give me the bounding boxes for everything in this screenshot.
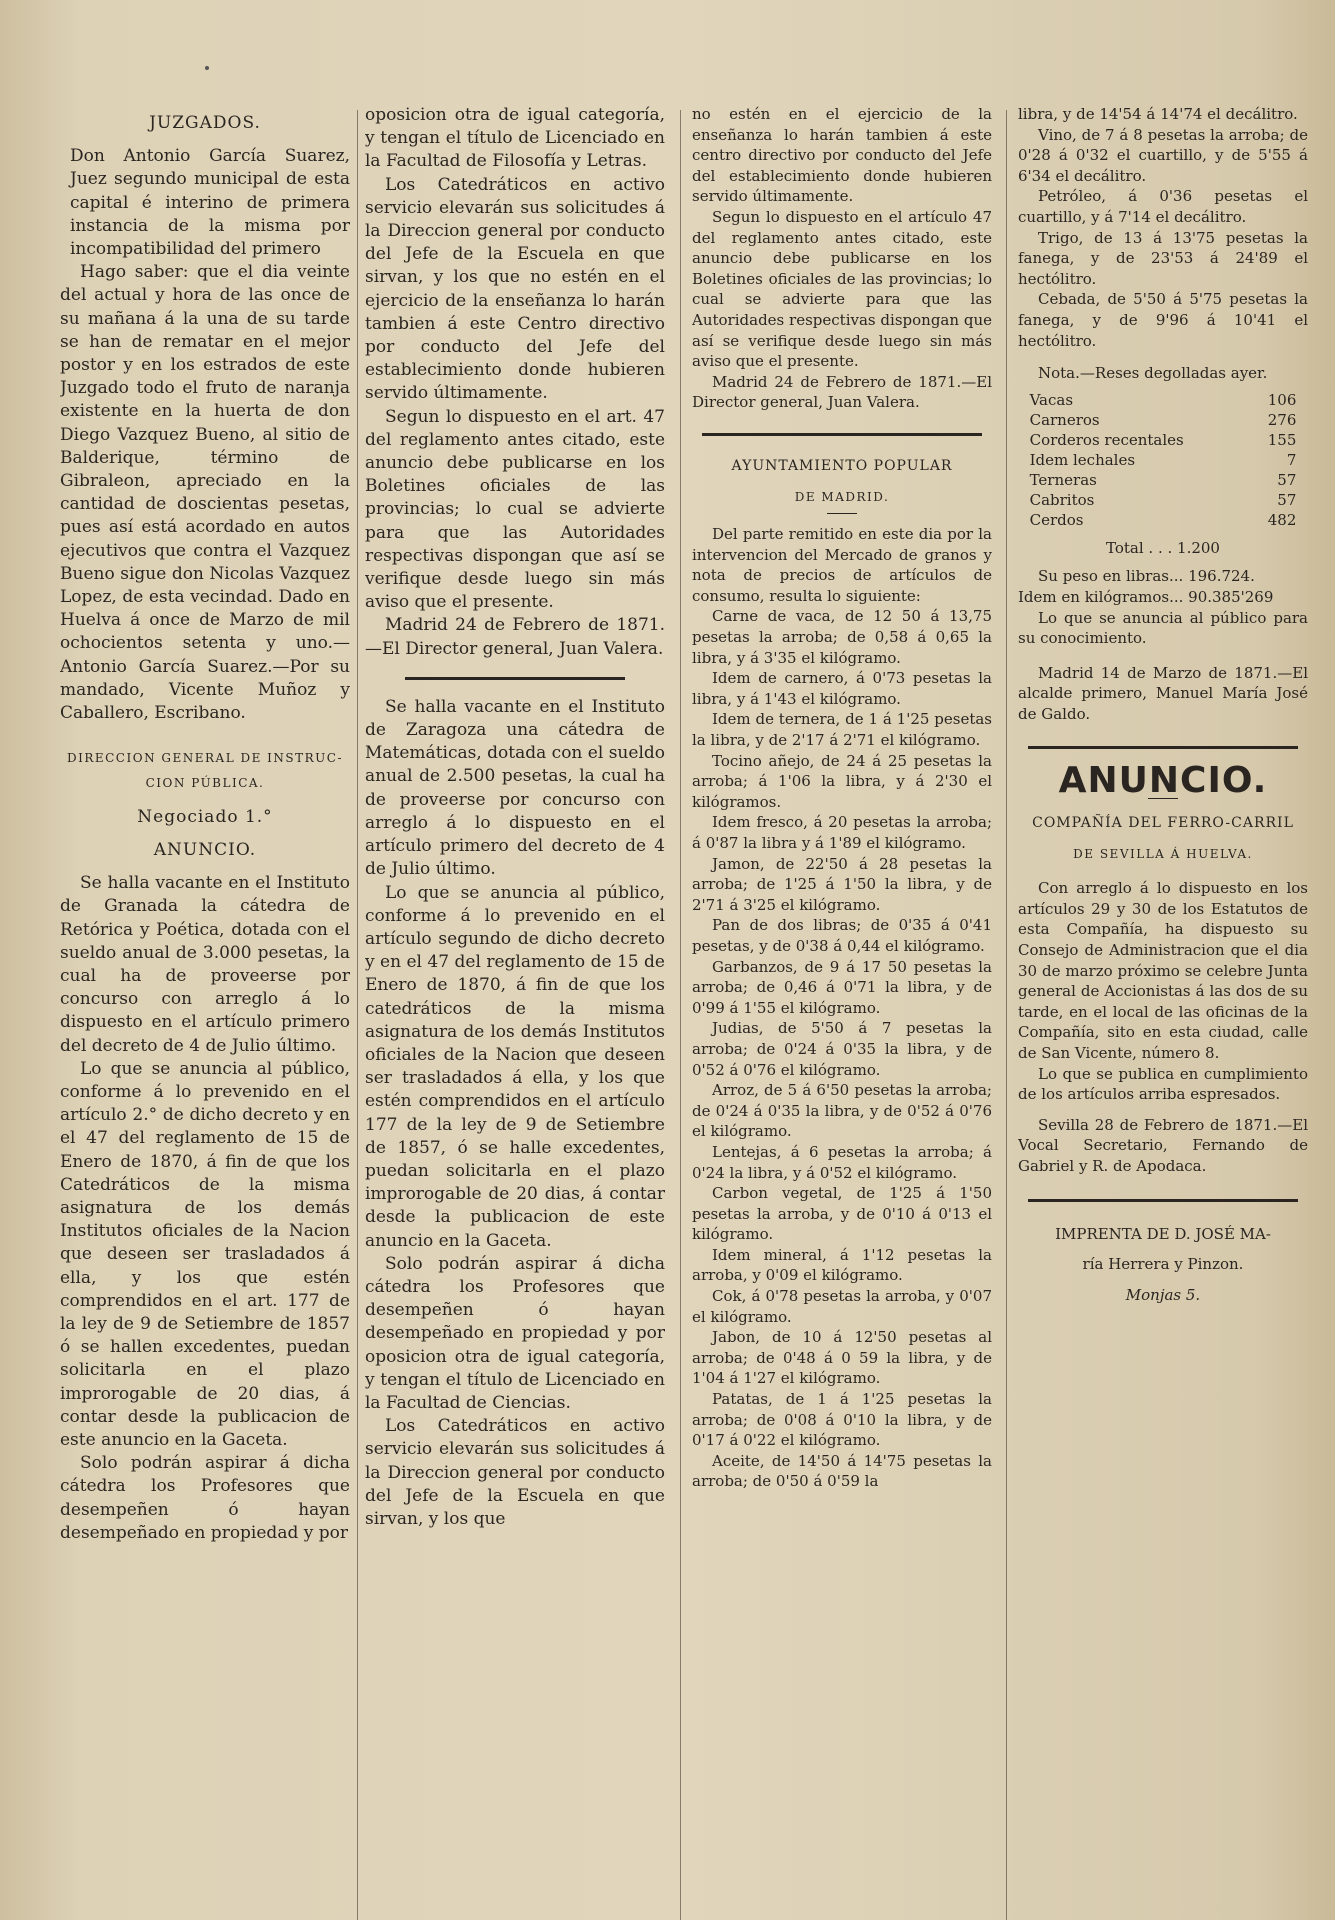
section-subtitle-madrid: DE MADRID. bbox=[794, 489, 890, 504]
reses-label: Carneros bbox=[1029, 410, 1100, 429]
article-paragraph: Lo que se anuncia al público, conforme á lo prevenido en el artículo segundo de dicho decreto y en el 47 del reglamento de 15 de Enero de 1870, á fin de que los catedráticos de la misma asignatura de los demás Institutos oficiales de la Nacion que deseen ser trasladados á ella, y los que estén comprendidos en el artículo 177 de la ley de 9 de Setiembre de 1857, ó se halle excedentes, puedan solicitarla en el plazo improrogable de 20 dias, á contar desde la publicacion de este anuncio en la Gaceta. bbox=[365, 882, 665, 1251]
price-item: Patatas, de 1 á 1'25 pesetas la arroba; de 0'08 á 0'10 la libra, y de 0'17 á 0'22 el kilógramo. bbox=[692, 1390, 992, 1450]
reses-label: Corderos recentales bbox=[1029, 430, 1184, 449]
table-row bbox=[1030, 490, 1297, 510]
price-item: Tocino añejo, de 24 á 25 pesetas la arroba; á 1'06 la libra, y á 2'30 el kilógramos. bbox=[692, 751, 992, 811]
section-divider bbox=[1028, 746, 1298, 749]
peso-line: Idem en kilógramos... 90.385'269 bbox=[1018, 587, 1274, 606]
peso-line: Su peso en libras... 196.724. bbox=[1038, 567, 1255, 586]
signature-line: Madrid 14 de Marzo de 1871.—El alcalde primero, Manuel María José de Galdo. bbox=[1018, 663, 1308, 723]
short-divider bbox=[827, 513, 857, 514]
article-paragraph: Segun lo dispuesto en el artículo 47 del reglamento antes citado, este anuncio debe publicarse en los Boletines oficiales de las provincias; lo cual se advierte para que las Autoridades respectivas dispongan que así se verifique desde luego sin más aviso que el presente. bbox=[692, 207, 992, 371]
section-divider bbox=[1028, 1199, 1298, 1202]
reses-value: 57 bbox=[1277, 490, 1297, 509]
ink-dot bbox=[205, 66, 209, 70]
edicto-paragraph: Don Antonio García Suarez, Juez segundo municipal de esta capital é interino de primera instancia de la misma por incompatibilidad del primero bbox=[70, 146, 350, 260]
price-item: Idem mineral, á 1'12 pesetas la arroba, y 0'09 el kilógramo. bbox=[692, 1245, 992, 1285]
price-item: Idem fresco, á 20 pesetas la arroba; á 0'87 la libra y á 1'89 el kilógramo. bbox=[692, 813, 992, 852]
reses-label: Cerdos bbox=[1029, 510, 1084, 529]
price-item: Judias, de 5'50 á 7 pesetas la arroba; de 0'24 á 0'35 la libra, y de 0'52 á 0'76 el kilógramo. bbox=[692, 1019, 992, 1079]
article-paragraph: Se halla vacante en el Instituto de Zaragoza una cátedra de Matemáticas, dotada con el sueldo anual de 2.500 pesetas, la cual ha de proveerse por concurso con arreglo á lo dispuesto en el artículo primero del decreto de 4 de Julio último. bbox=[365, 696, 665, 880]
reses-value: 482 bbox=[1267, 510, 1297, 529]
imprenta-address: Monjas 5. bbox=[1125, 1285, 1201, 1304]
table-row bbox=[1030, 430, 1297, 450]
column-rule bbox=[357, 110, 358, 1920]
reses-value: 57 bbox=[1277, 470, 1297, 489]
reses-label: Terneras bbox=[1029, 470, 1097, 489]
reses-table bbox=[1030, 390, 1297, 530]
reses-total: Total . . . 1.200 bbox=[1106, 538, 1220, 557]
article-paragraph: Los Catedráticos en activo servicio elevarán sus solicitudes á la Direccion general por conducto del Jefe de la Escuela en que sirvan, y los que no estén en el ejercicio de la enseñanza lo harán tambien á este Centro directivo por conducto del Jefe del establecimiento donde hubieren servido últimamente. bbox=[365, 174, 665, 404]
reses-value: 7 bbox=[1286, 450, 1297, 469]
column-rule bbox=[1006, 110, 1007, 1920]
section-title-direccion: DIRECCION GENERAL DE INSTRUC- bbox=[66, 751, 344, 766]
column-3 bbox=[692, 104, 992, 1920]
price-item: Jabon, de 10 á 12'50 pesetas al arroba; de 0'48 á 0 59 la libra, y de 1'04 á 1'27 el kilógramo. bbox=[692, 1328, 992, 1388]
signature-line: Sevilla 28 de Febrero de 1871.—El Vocal Secretario, Fernando de Gabriel y R. de Apodaca. bbox=[1018, 1115, 1308, 1175]
signature-line: Madrid 24 de Febrero de 1871.—El Director general, Juan Valera. bbox=[692, 372, 992, 412]
article-paragraph: Se halla vacante en el Instituto de Granada la cátedra de Retórica y Poética, dotada con el sueldo anual de 3.000 pesetas, la cual ha de proveerse por concurso con arreglo á lo dispuesto en el artículo primero del decreto de 4 de Julio último. bbox=[60, 873, 350, 1056]
article-paragraph: Con arreglo á lo dispuesto en los artículos 29 y 30 de los Estatutos de esta Compañía, ha dispuesto su Consejo de Administracion que el dia 30 de marzo próximo se celebre Junta general de Accionistas á las dos de su tarde, en el local de las oficinas de la Compañía, sito en esta ciudad, calle de San Vicente, número 8. bbox=[1018, 879, 1308, 1062]
price-item: Idem de ternera, de 1 á 1'25 pesetas la libra, y de 2'17 á 2'71 el kilógramo. bbox=[692, 710, 992, 750]
section-subtitle-direccion: CION PÚBLICA. bbox=[145, 776, 265, 791]
reses-label: Idem lechales bbox=[1029, 450, 1136, 469]
price-item: Petróleo, á 0'36 pesetas el cuartillo, y á 7'14 el decálitro. bbox=[1018, 187, 1308, 226]
section-title-ayuntamiento: AYUNTAMIENTO POPULAR bbox=[731, 457, 953, 474]
total-label: Total bbox=[1106, 538, 1144, 557]
table-row bbox=[1030, 450, 1297, 470]
section-title-compania: COMPAÑÍA DEL FERRO-CARRIL bbox=[1032, 815, 1294, 832]
reses-label: Cabritos bbox=[1029, 490, 1095, 509]
article-paragraph: Lo que se anuncia al público, conforme á lo prevenido en el artículo 2.° de dicho decreto y en el 47 del reglamento de 15 de Enero de 1870, á fin de que los Catedráticos de la misma asignatura de los demás Institutos oficiales de la Nacion que deseen ser trasladados á ella, y los que estén comprendidos en el art. 177 de la ley de 9 de Setiembre de 1857 ó se hallen excedentes, puedan solicitarla en el plazo improrogable de 20 dias, á contar desde la publicacion de este anuncio en la Gaceta. bbox=[60, 1058, 350, 1450]
column-1 bbox=[60, 104, 350, 1920]
reses-value: 276 bbox=[1267, 410, 1297, 429]
edicto-paragraph: Hago saber: que el dia veinte del actual y hora de las once de su mañana á la una de su tarde se han de rematar en el mejor postor y en los estrados de este Juzgado todo el fruto de naranja existente en la huerta de don Diego Vazquez Bueno, al sitio de Balderique, término de Gibraleon, apreciado en la cantidad de doscientas pesetas, pues así está acordado en autos ejecutivos que contra el Vazquez Bueno sigue don Nicolas Vazquez Lopez, de esta vecindad. Dado en Huelva á once de Marzo de mil ochocientos setenta y uno.—Antonio García Suarez.—Por su mandado, Vicente Muñoz y Caballero, Escribano. bbox=[60, 262, 350, 724]
column-4 bbox=[1018, 104, 1308, 1920]
price-item: Carne de vaca, de 12 50 á 13,75 pesetas la arroba; de 0,58 á 0,65 la libra, y á 3'35 el kilógramo. bbox=[692, 607, 992, 667]
peso-line: Lo que se anuncia al público para su conocimiento. bbox=[1018, 608, 1308, 648]
negociado-heading: Negociado 1.° bbox=[137, 806, 273, 827]
price-item: Cok, á 0'78 pesetas la arroba, y 0'07 el kilógramo. bbox=[692, 1287, 992, 1326]
price-item: Trigo, de 13 á 13'75 pesetas la fanega, y de 23'53 á 24'89 el hectólitro. bbox=[1018, 228, 1308, 288]
reses-note: Nota.—Reses degolladas ayer. bbox=[1038, 364, 1268, 383]
price-item: libra, y de 14'54 á 14'74 el decálitro. bbox=[1018, 105, 1298, 123]
column-rule bbox=[680, 110, 681, 1920]
price-item: Cebada, de 5'50 á 5'75 pesetas la fanega, y de 9'96 á 10'41 el hectólitro. bbox=[1018, 290, 1308, 350]
anuncio-heading: ANUNCIO. bbox=[153, 839, 257, 860]
article-paragraph: Solo podrán aspirar á dicha cátedra los Profesores que desempeñen ó hayan desempeñado en propiedad y por bbox=[60, 1453, 350, 1543]
section-title-juzgados: JUZGADOS. bbox=[149, 113, 261, 133]
article-paragraph: Los Catedráticos en activo servicio elevarán sus solicitudes á la Direccion general por conducto del Jefe de la Escuela en que sirvan, y los que bbox=[365, 1416, 665, 1529]
price-item: Pan de dos libras; de 0'35 á 0'41 pesetas, y de 0'38 á 0,44 el kilógramo. bbox=[692, 916, 992, 955]
article-paragraph: Solo podrán aspirar á dicha cátedra los Profesores que desempeñen ó hayan desempeñado en propiedad y por oposicion otra de igual categoría, y tengan el título de Licenciado en la Facultad de Ciencias. bbox=[365, 1253, 665, 1413]
article-paragraph: oposicion otra de igual categoría, y tengan el título de Licenciado en la Facultad de Filosofía y Letras. bbox=[365, 105, 665, 172]
price-item: Jamon, de 22'50 á 28 pesetas la arroba; de 1'25 á 1'50 la libra, y de 2'71 á 3'25 el kilógramo. bbox=[692, 854, 992, 914]
table-row bbox=[1030, 410, 1297, 430]
table-row bbox=[1030, 510, 1297, 530]
price-item: Garbanzos, de 9 á 17 50 pesetas la arroba; de 0,46 á 0'71 la libra, y de 0'99 á 1'55 el kilógramo. bbox=[692, 957, 992, 1017]
price-item: Lentejas, á 6 pesetas la arroba; á 0'24 la libra, y á 0'52 el kilógramo. bbox=[692, 1142, 992, 1182]
imprenta-line: IMPRENTA DE D. JOSÉ MA- bbox=[1055, 1224, 1271, 1243]
reses-value: 155 bbox=[1267, 430, 1297, 449]
price-item: Carbon vegetal, de 1'25 á 1'50 pesetas la arroba, y de 0'10 á 0'13 el kilógramo. bbox=[692, 1184, 992, 1244]
reses-value: 106 bbox=[1267, 390, 1297, 409]
price-item: Idem de carnero, á 0'73 pesetas la libra, y á 1'43 el kilógramo. bbox=[692, 669, 992, 708]
anuncio-heading: ANUNCIO. bbox=[1058, 760, 1268, 802]
article-paragraph: no estén en el ejercicio de la enseñanza lo harán tambien á este centro directivo por conducto del Jefe del establecimiento donde hubieren servido últimamente. bbox=[692, 105, 992, 206]
section-divider bbox=[702, 433, 982, 436]
imprenta-line: ría Herrera y Pinzon. bbox=[1082, 1255, 1244, 1274]
price-item: Aceite, de 14'50 á 14'75 pesetas la arroba; de 0'50 á 0'59 la bbox=[692, 1451, 992, 1491]
column-2 bbox=[365, 104, 665, 1920]
price-item: Vino, de 7 á 8 pesetas la arroba; de 0'28 á 0'32 el cuartillo, y de 5'55 á 6'34 el decálitro. bbox=[1018, 125, 1308, 185]
total-value: 1.200 bbox=[1177, 538, 1220, 557]
signature-line: Madrid 24 de Febrero de 1871.—El Director general, Juan Valera. bbox=[365, 615, 665, 659]
table-row bbox=[1030, 390, 1297, 410]
article-paragraph: Segun lo dispuesto en el art. 47 del reglamento antes citado, este anuncio debe publicarse en los Boletines oficiales de las provincias; lo cual se advierte para que las Autoridades respectivas dispongan que así se verifique desde luego sin más aviso que el presente. bbox=[365, 406, 665, 613]
article-paragraph: Lo que se publica en cumplimiento de los artículos arriba espresados. bbox=[1018, 1064, 1308, 1104]
price-item: Arroz, de 5 á 6'50 pesetas la arroba; de 0'24 á 0'35 la libra, y de 0'52 á 0'76 el kilógramo. bbox=[692, 1081, 992, 1141]
market-intro: Del parte remitido en este dia por la intervencion del Mercado de granos y nota de precios de artículos de consumo, resulta lo siguiente: bbox=[692, 525, 992, 605]
reses-label: Vacas bbox=[1029, 390, 1074, 409]
section-divider bbox=[405, 677, 625, 680]
section-subtitle-compania: DE SEVILLA Á HUELVA. bbox=[1073, 846, 1253, 861]
table-row bbox=[1030, 470, 1297, 490]
